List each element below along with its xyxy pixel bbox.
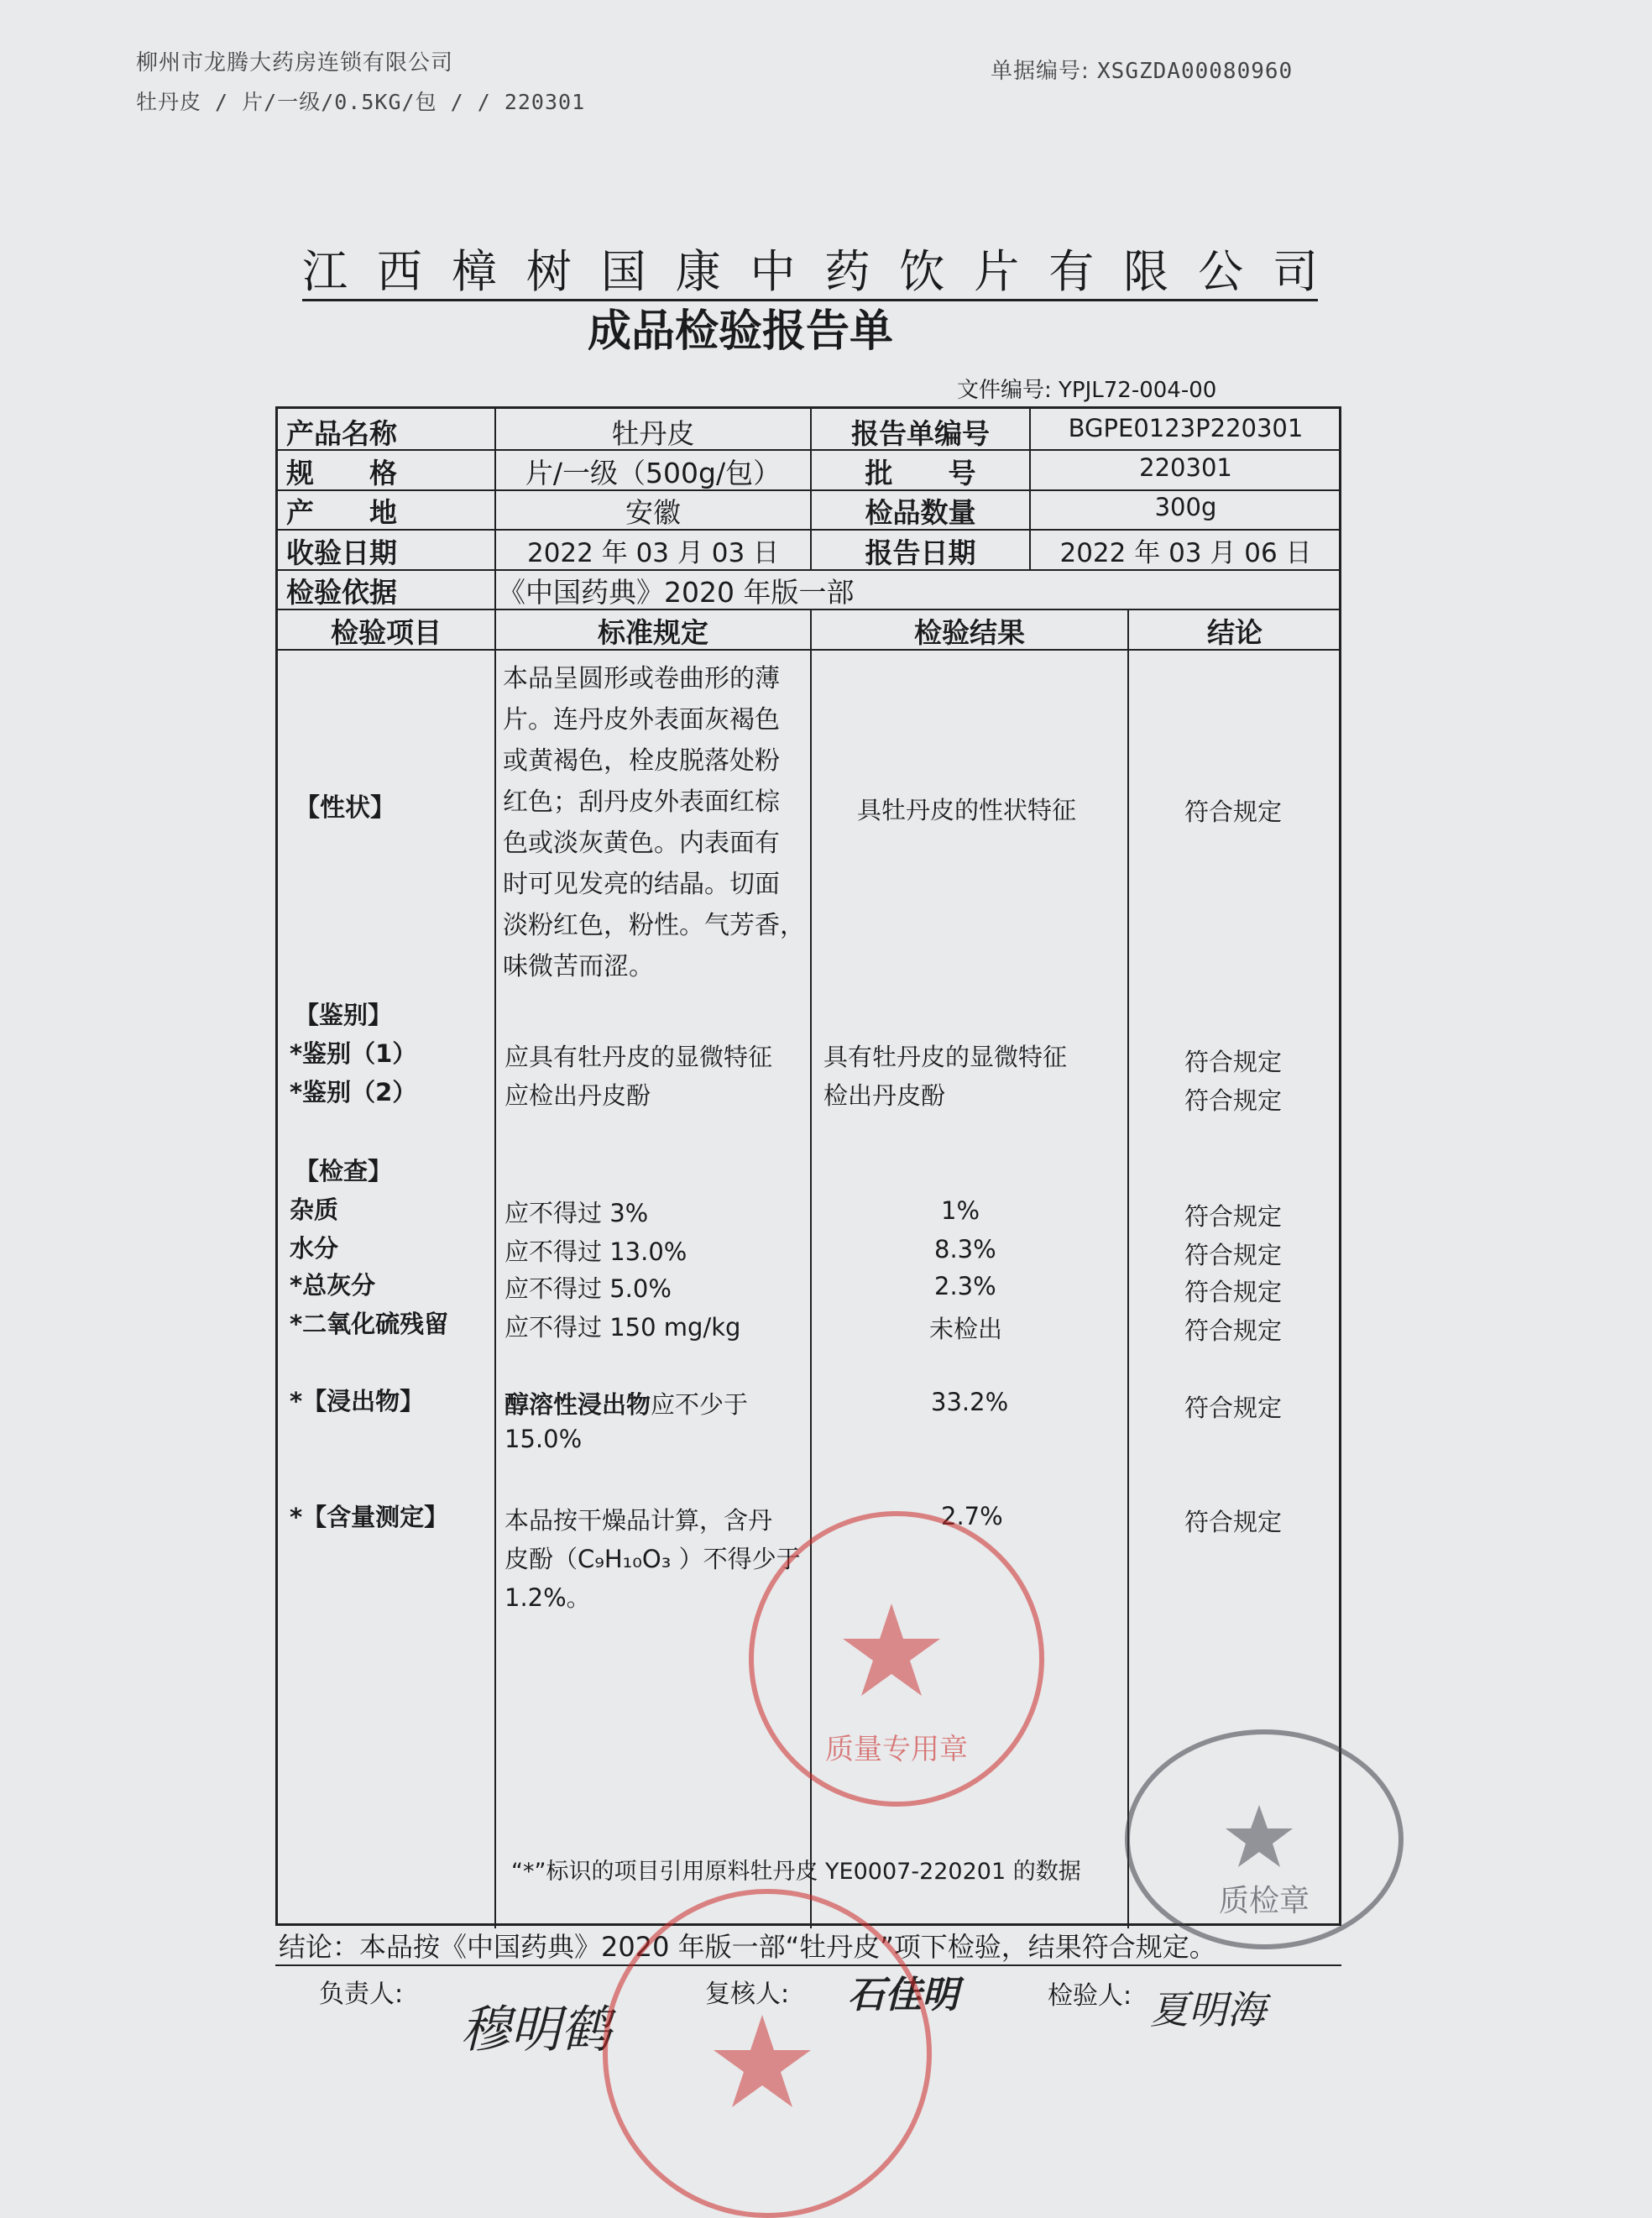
col-divider (810, 409, 812, 569)
assay-item: *【含量测定】 (290, 1503, 449, 1531)
col-header-conclusion: 结论 (1207, 616, 1263, 649)
identify-conclusion-2: 符合规定 (1184, 1086, 1283, 1115)
gray-stamp-inspection (1125, 1729, 1404, 1949)
standard-line: 片。连丹皮外表面灰褐色 (503, 705, 780, 735)
origin-label: 产 地 (286, 496, 397, 529)
check-item-1: 杂质 (290, 1195, 339, 1224)
standard-line: 色或淡灰黄色。内表面有 (503, 829, 780, 858)
report-date-label: 报告日期 (865, 536, 976, 569)
col-divider (1029, 409, 1031, 569)
receive-date-label: 收验日期 (286, 536, 397, 569)
product-name-label: 产品名称 (286, 417, 397, 450)
standard-line: 或黄褐色，栓皮脱落处粉 (503, 746, 780, 776)
check-conclusion-1: 符合规定 (1184, 1202, 1283, 1231)
assay-standard-line1: 本品按干燥品计算，含丹 (504, 1506, 773, 1535)
trait-result: 具牡丹皮的性状特征 (857, 796, 1077, 824)
check-item-2: 水分 (290, 1234, 339, 1263)
identify-standard-2: 应检出丹皮酚 (504, 1081, 651, 1110)
basis-label: 检验依据 (286, 576, 397, 609)
red-stamp-company (603, 1889, 932, 2218)
col-header-result: 检验结果 (914, 616, 1025, 649)
gray-stamp-inspection-sub: 质检章 (1218, 1884, 1310, 1918)
identify-item-2: *鉴别（2） (290, 1078, 417, 1106)
receive-date: 2022 年 03 月 03 日 (526, 538, 780, 568)
report-no: BGPE0123P220301 (1068, 414, 1304, 442)
check-standard-4: 应不得过 150 mg/kg (504, 1313, 741, 1342)
batch-no: 220301 (1139, 453, 1232, 482)
sample-qty: 300g (1154, 493, 1217, 521)
conclusion-line: 结论：本品按《中国药典》2020 年版一部“牡丹皮”项下检验，结果符合规定。 (275, 1926, 1341, 1966)
report-no-label: 报告单编号 (851, 417, 990, 450)
check-item-4: *二氧化硫残留 (290, 1310, 449, 1338)
check-conclusion-4: 符合规定 (1184, 1316, 1283, 1345)
page-title: 成品检验报告单 (588, 306, 894, 357)
red-stamp-quality-sub: 质量专用章 (825, 1733, 968, 1766)
standard-line: 本品呈圆形或卷曲形的薄 (503, 664, 780, 693)
trait-conclusion: 符合规定 (1184, 798, 1283, 826)
assay-standard-line2: 皮酚（C₉H₁₀O₃ ）不得少于 (504, 1545, 801, 1573)
extract-conclusion: 符合规定 (1184, 1394, 1283, 1422)
check-result-1: 1% (941, 1196, 980, 1225)
doc-number (991, 54, 1293, 85)
identify-result-1: 具有牡丹皮的显微特征 (823, 1043, 1068, 1071)
check-result-4: 未检出 (929, 1315, 1003, 1343)
company-name: 江西樟树国康中药饮片有限公司 (302, 245, 1318, 301)
standard-line: 红色；刮丹皮外表面红棕 (503, 787, 780, 817)
extract-standard-rest: 应不少于 (651, 1390, 749, 1419)
inspector-signature: 夏明海 (1150, 1987, 1266, 2032)
spec-label: 规 格 (286, 457, 397, 489)
check-head: 【检查】 (295, 1157, 393, 1185)
identify-standard-1: 应具有牡丹皮的显微特征 (504, 1043, 773, 1071)
doc-number-value: XSGZDA00080960 (1097, 59, 1294, 84)
responsible-label: 负责人: (319, 1980, 404, 2009)
origin: 安徽 (625, 496, 681, 529)
sample-qty-label: 检品数量 (865, 496, 976, 529)
trait-item: 【性状】 (295, 793, 395, 823)
batch-label: 批 号 (865, 457, 976, 489)
col-header-item: 检验项目 (331, 616, 442, 649)
check-conclusion-2: 符合规定 (1184, 1241, 1283, 1269)
reviewer-signature: 石佳明 (848, 1974, 959, 2017)
check-conclusion-3: 符合规定 (1184, 1278, 1283, 1306)
customer-name: 柳州市龙腾大药房连锁有限公司 (136, 50, 454, 76)
check-standard-2: 应不得过 13.0% (504, 1237, 687, 1266)
assay-standard-line3: 1.2%。 (504, 1583, 591, 1612)
extract-result: 33.2% (931, 1388, 1009, 1416)
extract-standard-line2: 15.0% (504, 1425, 583, 1453)
check-result-2: 8.3% (934, 1235, 996, 1263)
reviewer-label: 复核人: (705, 1980, 790, 2009)
doc-number-label: 单据编号: (991, 59, 1098, 84)
identify-item-1: *鉴别（1） (290, 1039, 417, 1068)
extract-item: *【浸出物】 (290, 1387, 425, 1415)
product-name: 牡丹皮 (611, 417, 695, 450)
extract-standard-bold: 醇溶性浸出物 (504, 1390, 651, 1419)
col-header-standard: 标准规定 (598, 616, 708, 649)
basis: 《中国药典》2020 年版一部 (498, 576, 855, 609)
file-number: 文件编号: YPJL72-004-00 (957, 378, 1217, 403)
red-stamp-quality (749, 1511, 1044, 1807)
standard-line: 味微苦而涩。 (503, 952, 654, 981)
footnote: “*”标识的项目引用原料牡丹皮 YE0007-220201 的数据 (511, 1859, 1081, 1885)
identify-head: 【鉴别】 (295, 1001, 393, 1029)
check-standard-1: 应不得过 3% (504, 1199, 649, 1227)
check-item-3: *总灰分 (290, 1271, 376, 1300)
identify-result-2: 检出丹皮酚 (823, 1081, 946, 1110)
spec: 片/一级（500g/包） (525, 457, 782, 489)
assay-conclusion: 符合规定 (1184, 1508, 1283, 1536)
standard-line: 时可见发亮的结晶。切面 (503, 870, 780, 899)
product-line: 牡丹皮 / 片/一级/0.5KG/包 / / 220301 (136, 90, 586, 114)
extract-standard (504, 1386, 748, 1420)
check-standard-3: 应不得过 5.0% (504, 1274, 672, 1303)
standard-line: 淡粉红色，粉性。气芳香， (503, 911, 805, 940)
check-result-3: 2.3% (934, 1272, 996, 1300)
responsible-signature: 穆明鹤 (460, 2001, 611, 2059)
red-stamp-company-art (603, 1889, 922, 2208)
inspector-label: 检验人: (1048, 1981, 1132, 2011)
assay-result: 2.7% (941, 1502, 1003, 1530)
identify-conclusion-1: 符合规定 (1184, 1048, 1283, 1076)
report-date: 2022 年 03 月 06 日 (1059, 538, 1312, 568)
